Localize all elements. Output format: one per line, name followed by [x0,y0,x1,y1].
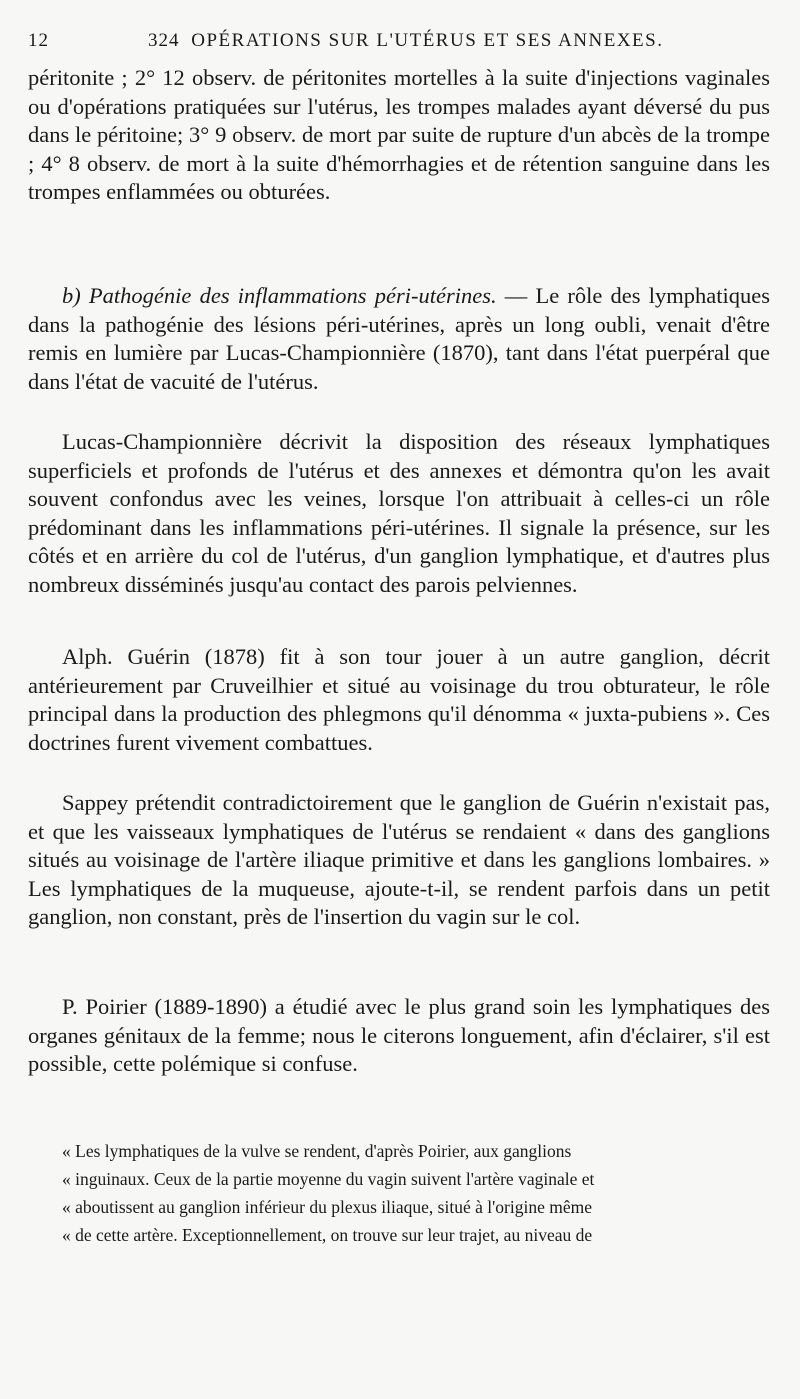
footnote-line-4: « de cette artère. Exceptionnellement, on trouve sur leur trajet, au niveau de [62,1225,593,1245]
section-heading: b) Pathogénie des inflammations péri-utérines. [62,283,497,308]
footnote-line-1: « Les lymphatiques de la vulve se rendent, d'après Poirier, aux ganglions [62,1141,572,1161]
running-title-text: OPÉRATIONS SUR L'UTÉRUS ET SES ANNEXES. [191,30,664,51]
running-title-number: 324 [148,30,180,51]
paragraph-3 [28,428,770,599]
running-title [148,30,663,52]
page-number: 12 [28,30,49,51]
paragraph-5 [28,789,770,932]
paragraph-6 [28,993,770,1079]
paragraph-1 [28,64,770,207]
paragraph-3-text: Lucas-Championnière décrivit la disposition des réseaux lymphatiques superficiels et profonds de l'utérus et des annexes et démontra qu'on les avait souvent confondus avec les veines, lorsque l'on attribuait à celles-ci un rôle prédominant dans les inflammations péri-utérines. Il signale la présence, sur les côtés et en arrière du col de l'utérus, d'un ganglion lymphatique, et d'autres plus nombreux disséminés jusqu'au contact des parois pelviennes. [28,429,770,597]
footnote-line-3: « aboutissent au ganglion inférieur du plexus iliaque, situé à l'origine même [62,1197,592,1217]
paragraph-2 [28,282,770,396]
running-header [28,30,760,60]
paragraph-4 [28,643,770,757]
footnote-block [28,1137,770,1249]
paragraph-1-text: péritonite ; 2° 12 observ. de péritonites mortelles à la suite d'injections vaginales ou d'opérations pratiquées sur l'utérus, les trompes malades ayant déversé du pus dans le péritoine; 3° 9 observ. de mort par suite de rupture d'un abcès de la trompe ; 4° 8 observ. de mort à la suite d'hémorrhagies et de rétention sanguine dans les trompes enflammées ou obturées. [28,65,770,204]
paragraph-2-text [28,282,770,396]
paragraph-4-text: Alph. Guérin (1878) fit à son tour jouer à un autre ganglion, décrit antérieurement par Cruveilhier et situé au voisinage du trou obturateur, le rôle principal dans la production des phlegmons qu'il dénomma « juxta-pubiens ». Ces doctrines furent vivement combattues. [28,644,770,755]
paragraph-2-body: — Le rôle des lymphatiques dans la pathogénie des lésions péri-utérines, après un long oubli, venait d'être remis en lumière par Lucas-Championnière (1870), tant dans l'état puerpéral que dans l'état de vacuité de l'utérus. [28,283,770,394]
footnote-line-2: « inguinaux. Ceux de la partie moyenne du vagin suivent l'artère vaginale et [62,1169,595,1189]
paragraph-5-text: Sappey prétendit contradictoirement que le ganglion de Guérin n'existait pas, et que les vaisseaux lymphatiques de l'utérus se rendaient « dans des ganglions situés au voisinage de l'artère iliaque primitive et dans les ganglions lombaires. » Les lymphatiques de la muqueuse, ajoute-t-il, se rendent parfois dans un petit ganglion, non constant, près de l'insertion du vagin sur le col. [28,790,770,929]
paragraph-6-text: P. Poirier (1889-1890) a étudié avec le plus grand soin les lymphatiques des organes génitaux de la femme; nous le citerons longuement, afin d'éclairer, s'il est possible, cette polémique si confuse. [28,994,770,1076]
